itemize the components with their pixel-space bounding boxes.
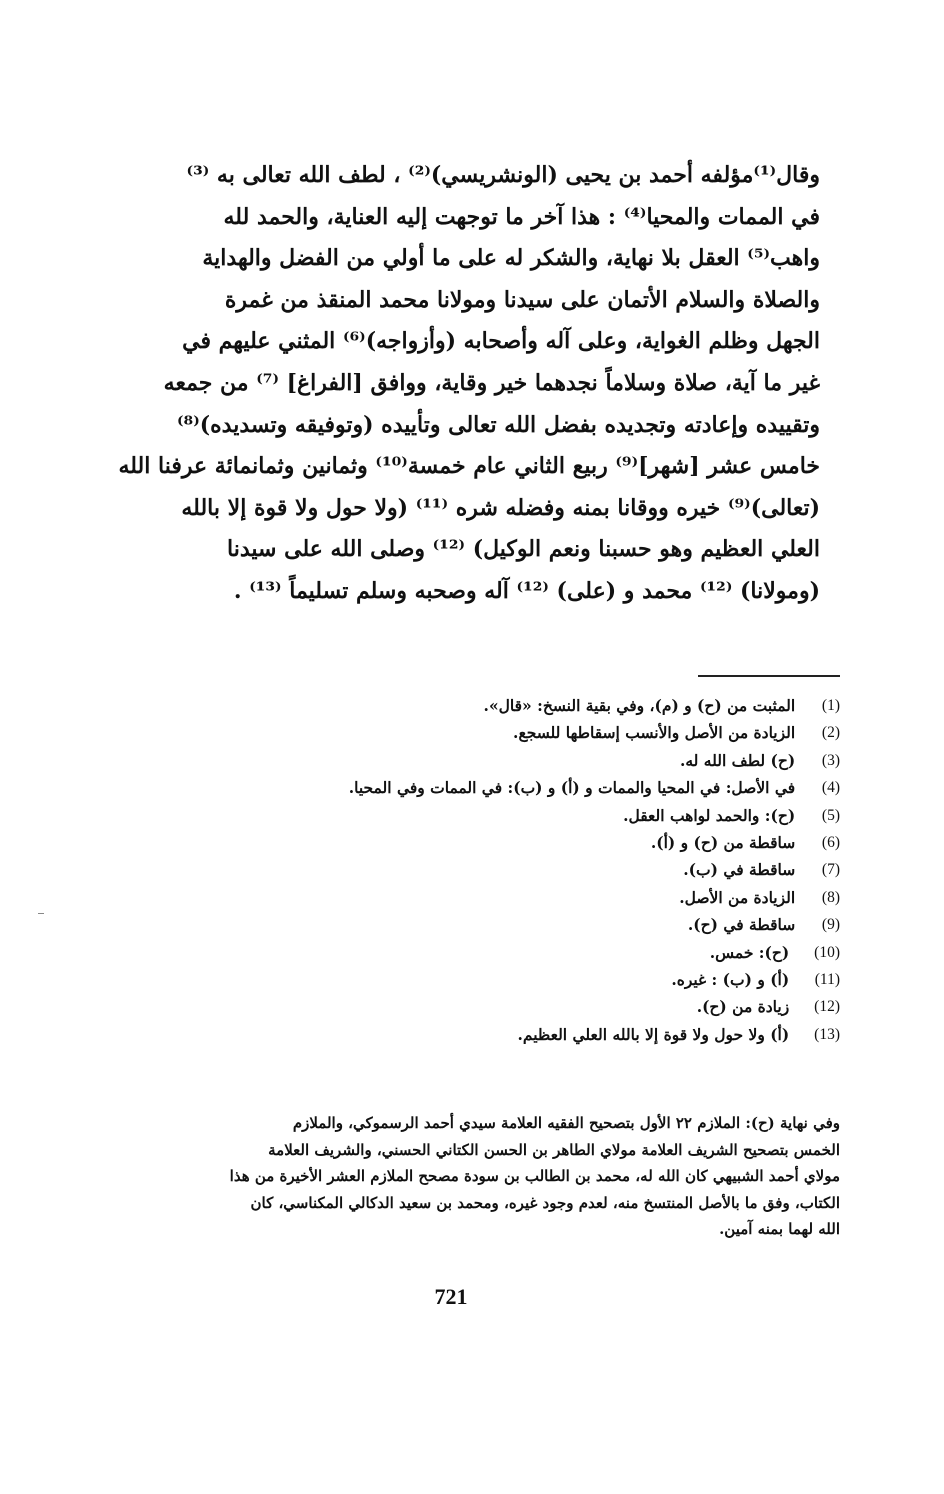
footnotes: [120, 692, 840, 1048]
footnote: [120, 939, 840, 966]
footnote-number: (6): [821, 833, 840, 851]
footnote-continuation-line: الله لهما بمنه آمين.: [719, 1220, 840, 1238]
text-line: خامس عشر [شهر]⁽⁹⁾ ربيع الثاني عام خمسة⁽¹⁰⁾ وثمانين وثمانمائة عرفنا الله: [118, 453, 820, 480]
footnote-text: المثبت من (ح) و (م)، وفي بقية النسخ: «قال».: [483, 696, 796, 715]
footnote-number: (1): [821, 697, 840, 714]
footnote-text: زيادة من (ح).: [696, 997, 790, 1017]
footnote-text: ساقطة في (ح).: [687, 915, 796, 935]
footnote-text: (أ) ولا حول ولا قوة إلا بالله العلي العظيم.: [517, 1024, 790, 1044]
footnote-number: (10): [814, 943, 840, 961]
footnote: [120, 692, 840, 719]
footnote: [120, 856, 840, 883]
footnote-number: (12): [814, 998, 840, 1016]
footnote-continuation-line: الكتاب، وفق ما بالأصل المنتسخ منه، لعدم وجود غيره، ومحمد بن سعيد الدكالي المكناسي، كان: [250, 1193, 840, 1212]
text-line: والصلاة والسلام الأتمان على سيدنا ومولانا محمد المنقذ من غمرة: [224, 286, 820, 313]
footnote: [120, 802, 840, 829]
footnote-text: في الأصل: في المحيا والممات و (أ) و (ب): في الممات وفي المحيا.: [348, 778, 796, 798]
text-line: في الممات والمحيا⁽⁴⁾ : هذا آخر ما توجهت إليه العناية، والحمد لله: [223, 203, 820, 230]
text-line: وقال⁽¹⁾مؤلفه أحمد بن يحيى (الونشريسي)⁽²⁾ ، لطف الله تعالى به ⁽³⁾: [186, 162, 820, 188]
footnote-13-continuation: [118, 1110, 840, 1243]
footnote-number: (11): [814, 970, 840, 988]
footnote: [120, 966, 840, 993]
text-line: (ومولانا) ⁽¹²⁾ محمد و (على) ⁽¹²⁾ آله وصحبه وسلم تسليماً ⁽¹³⁾ .: [233, 577, 820, 604]
text-line: الجهل وظلم الغواية، وعلى آله وأصحابه (وأزواجه)⁽⁶⁾ المثني عليهم في: [182, 328, 820, 355]
footnote-number: (3): [821, 751, 840, 769]
footnote: [120, 1021, 840, 1048]
text-line: وتقييده وإعادته وتجديده بفضل الله تعالى وتأييده (وتوفيقه وتسديده)⁽⁸⁾: [176, 411, 820, 438]
footnote-continuation-line: الخمس بتصحيح الشريف العلامة مولاي الطاهر بن الحسن الكتاني الحسني، والشريف العلامة: [268, 1140, 840, 1159]
text-line: (تعالى)⁽⁹⁾ خيره ووقانا بمنه وفضله شره ⁽¹¹⁾ (ولا حول ولا قوة إلا بالله: [181, 494, 820, 521]
footnote-text: ساقطة في (ب).: [683, 860, 796, 880]
footnote-text: (ح): والحمد لواهب العقل.: [623, 805, 796, 825]
text-line: غير ما آية، صلاة وسلاماً نجدهما خير وقاية، ووافق [الفراغ] ⁽⁷⁾ من جمعه: [163, 369, 820, 396]
footnote: [120, 747, 840, 774]
main-paragraph: [92, 155, 820, 613]
footnote: [120, 829, 840, 856]
footnote-continuation-line: وفي نهاية (ح): الملازم ٢٢ الأول بتصحيح الفقيه العلامة سيدي أحمد الرسموكي، والملازم: [292, 1114, 840, 1132]
footnote-number: (7): [821, 861, 840, 879]
footnote: [120, 774, 840, 801]
footnote-number: (13): [814, 1025, 840, 1043]
footnote-number: (8): [821, 888, 840, 906]
footnote-number: (5): [821, 806, 840, 824]
footnote: [120, 884, 840, 911]
footnote-number: (4): [821, 779, 840, 797]
footnote: [120, 993, 840, 1020]
page-number: 721: [434, 1284, 468, 1309]
footnote-number: (2): [821, 724, 840, 742]
footnote-text: (ح) لطف الله له.: [679, 750, 796, 770]
footnote-text: (أ) و (ب) : غيره.: [671, 969, 790, 989]
footnote-text: ساقطة من (ح) و (أ).: [650, 832, 796, 852]
footnote-text: الزيادة من الأصل.: [679, 887, 796, 907]
footnote: [120, 719, 840, 746]
footnote-number: (9): [821, 916, 840, 934]
footnote-text: الزيادة من الأصل والأنسب إسقاطها للسجع.: [513, 723, 796, 743]
footnote-text: (ح): خمس.: [709, 942, 790, 962]
text-line: العلي العظيم وهو حسبنا ونعم الوكيل) ⁽¹²⁾ وصلى الله على سيدنا: [227, 536, 820, 563]
footnote: [120, 911, 840, 938]
text-line: واهب⁽⁵⁾ العقل بلا نهاية، والشكر له على ما أولي من الفضل والهداية: [202, 245, 820, 272]
footnote-continuation-line: مولاي أحمد الشبيهي كان الله له، محمد بن الطالب بن سودة مصحح الملازم العشر الأخيرة من هذا: [229, 1167, 840, 1185]
scan-mark: [38, 913, 44, 914]
footnote-divider: [698, 675, 840, 677]
